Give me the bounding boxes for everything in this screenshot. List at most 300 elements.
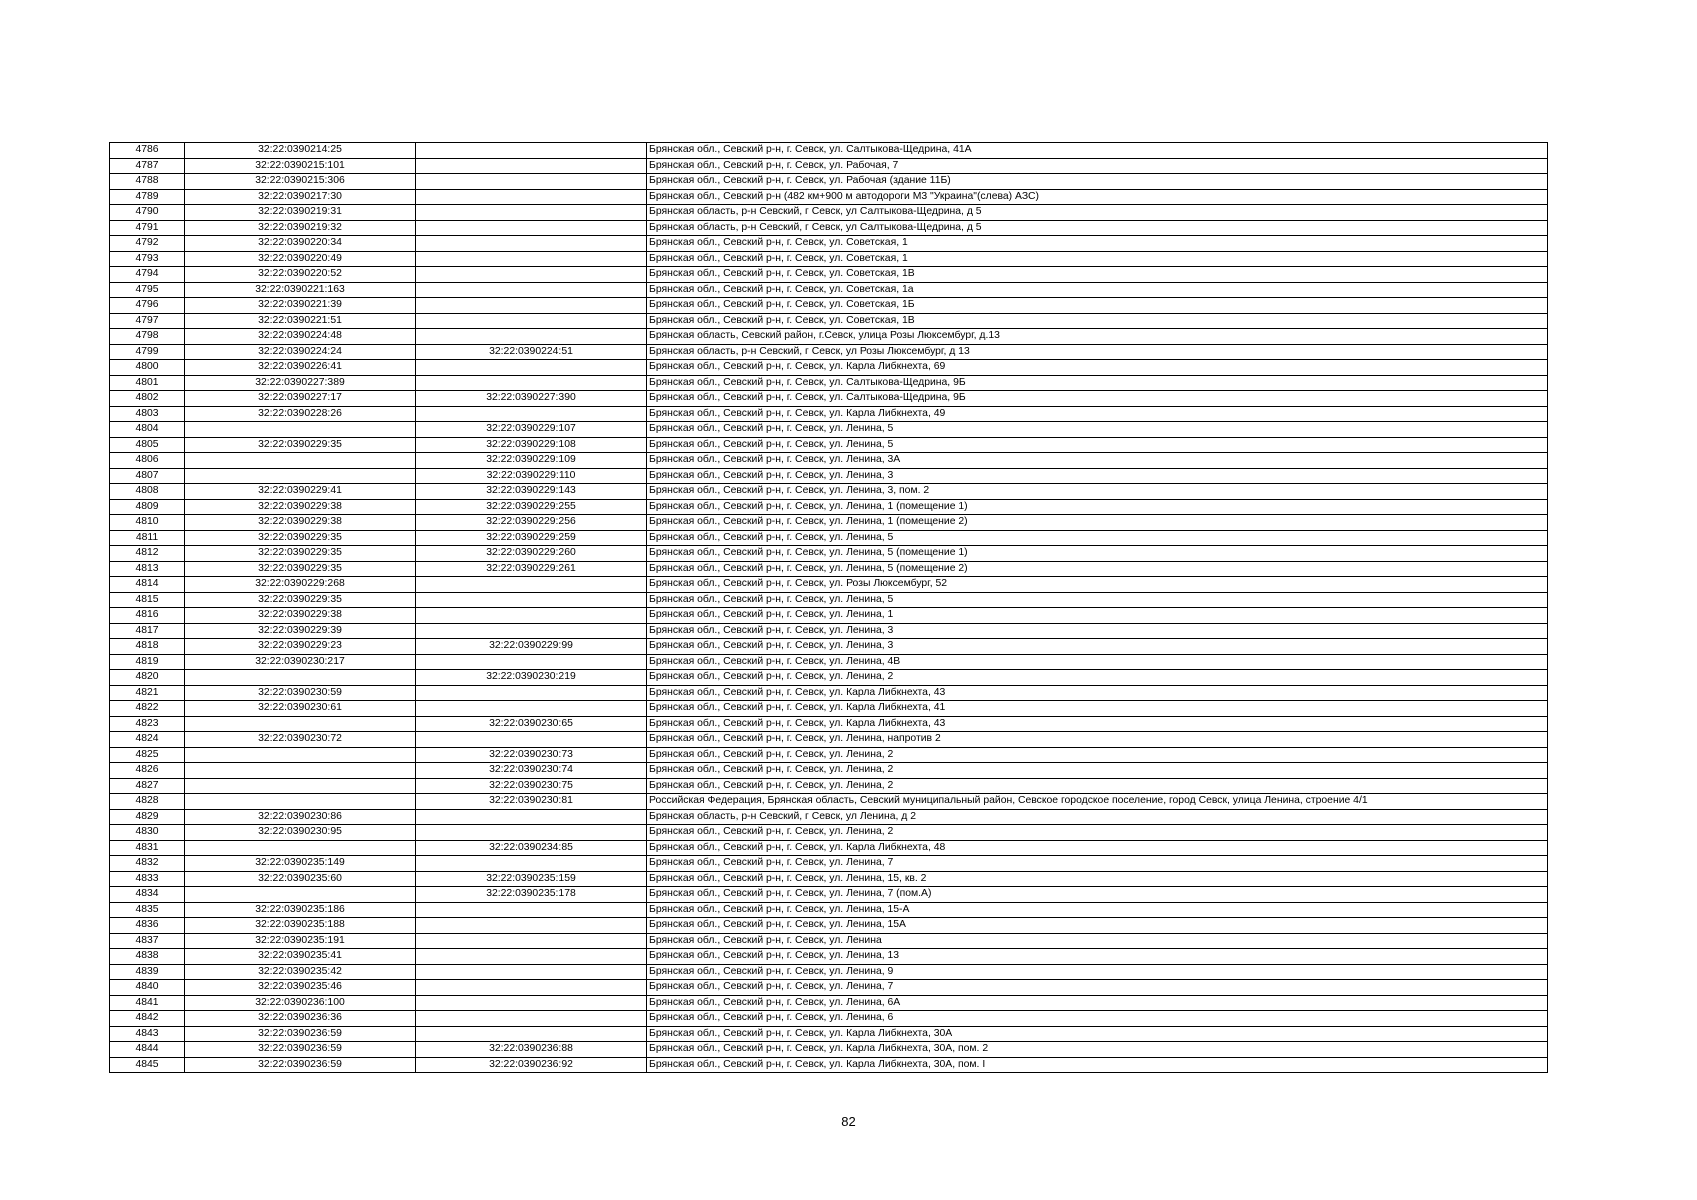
table-row [110,143,1548,159]
row-number-cell: 4824 [110,732,185,748]
address-cell: Брянская обл., Севский р-н, г. Севск, ул. Салтыкова-Щедрина, 41А [647,143,1548,159]
table-row [110,654,1548,670]
address-cell: Брянская обл., Севский р-н, г. Севск, ул. Ленина, 3 [647,623,1548,639]
row-number-cell: 4841 [110,995,185,1011]
address-cell: Брянская обл., Севский р-н, г. Севск, ул. Ленина, 5 (помещение 2) [647,561,1548,577]
table-row [110,1011,1548,1027]
table-row [110,158,1548,174]
row-number-cell: 4819 [110,654,185,670]
address-cell: Брянская обл., Севский р-н, г. Севск, ул. Советская, 1Б [647,298,1548,314]
cadastral-number-cell: 32:22:0390229:38 [185,499,416,515]
table-row [110,174,1548,190]
address-cell: Брянская обл., Севский р-н, г. Севск, ул. Ленина, 13 [647,949,1548,965]
row-number-cell: 4798 [110,329,185,345]
table-body [110,143,1548,1073]
related-cadastral-number-cell: 32:22:0390230:65 [416,716,647,732]
address-cell: Брянская обл., Севский р-н, г. Севск, ул. Советская, 1а [647,282,1548,298]
row-number-cell: 4802 [110,391,185,407]
related-cadastral-number-cell [416,825,647,841]
table-row [110,298,1548,314]
related-cadastral-number-cell: 32:22:0390234:85 [416,840,647,856]
table-row [110,825,1548,841]
row-number-cell: 4811 [110,530,185,546]
table-row [110,406,1548,422]
related-cadastral-number-cell: 32:22:0390230:73 [416,747,647,763]
related-cadastral-number-cell [416,701,647,717]
cadastral-number-cell: 32:22:0390230:217 [185,654,416,670]
row-number-cell: 4789 [110,189,185,205]
related-cadastral-number-cell [416,623,647,639]
related-cadastral-number-cell: 32:22:0390229:107 [416,422,647,438]
row-number-cell: 4832 [110,856,185,872]
table-row [110,468,1548,484]
address-cell: Брянская обл., Севский р-н, г. Севск, ул. Ленина, 6А [647,995,1548,1011]
related-cadastral-number-cell [416,375,647,391]
related-cadastral-number-cell: 32:22:0390236:92 [416,1057,647,1073]
related-cadastral-number-cell: 32:22:0390224:51 [416,344,647,360]
related-cadastral-number-cell [416,298,647,314]
cadastral-number-cell [185,422,416,438]
row-number-cell: 4807 [110,468,185,484]
table-row [110,639,1548,655]
row-number-cell: 4839 [110,964,185,980]
cadastral-number-cell: 32:22:0390235:186 [185,902,416,918]
related-cadastral-number-cell: 32:22:0390235:159 [416,871,647,887]
table-row [110,949,1548,965]
table-row [110,499,1548,515]
row-number-cell: 4795 [110,282,185,298]
related-cadastral-number-cell [416,220,647,236]
row-number-cell: 4826 [110,763,185,779]
address-cell: Брянская обл., Севский р-н, г. Севск, ул. Карла Либкнехта, 30А [647,1026,1548,1042]
row-number-cell: 4801 [110,375,185,391]
table-row [110,918,1548,934]
table-row [110,205,1548,221]
related-cadastral-number-cell [416,406,647,422]
row-number-cell: 4796 [110,298,185,314]
cadastral-number-cell: 32:22:0390220:49 [185,251,416,267]
table-row [110,592,1548,608]
address-cell: Брянская обл., Севский р-н, г. Севск, ул. Ленина, 5 [647,530,1548,546]
row-number-cell: 4830 [110,825,185,841]
row-number-cell: 4840 [110,980,185,996]
cadastral-number-cell: 32:22:0390229:35 [185,437,416,453]
table-row [110,608,1548,624]
row-number-cell: 4799 [110,344,185,360]
table-row [110,484,1548,500]
table-row [110,391,1548,407]
address-cell: Брянская область, р-н Севский, г Севск, ул Салтыкова-Щедрина, д 5 [647,220,1548,236]
related-cadastral-number-cell [416,267,647,283]
cadastral-number-cell: 32:22:0390215:101 [185,158,416,174]
cadastral-number-cell: 32:22:0390230:72 [185,732,416,748]
related-cadastral-number-cell [416,592,647,608]
address-cell: Брянская обл., Севский р-н, г. Севск, ул. Карла Либкнехта, 41 [647,701,1548,717]
address-cell: Брянская область, р-н Севский, г Севск, ул Розы Люксембург, д 13 [647,344,1548,360]
cadastral-number-cell: 32:22:0390236:36 [185,1011,416,1027]
row-number-cell: 4828 [110,794,185,810]
row-number-cell: 4844 [110,1042,185,1058]
related-cadastral-number-cell [416,205,647,221]
row-number-cell: 4823 [110,716,185,732]
cadastral-number-cell: 32:22:0390236:59 [185,1026,416,1042]
cadastral-number-cell: 32:22:0390227:17 [185,391,416,407]
row-number-cell: 4790 [110,205,185,221]
row-number-cell: 4810 [110,515,185,531]
row-number-cell: 4800 [110,360,185,376]
address-cell: Брянская обл., Севский р-н, г. Севск, ул. Ленина, 3, пом. 2 [647,484,1548,500]
address-cell: Брянская обл., Севский р-н, г. Севск, ул. Ленина [647,933,1548,949]
address-cell: Брянская обл., Севский р-н, г. Севск, ул. Ленина, 3 [647,639,1548,655]
row-number-cell: 4809 [110,499,185,515]
table-row [110,933,1548,949]
related-cadastral-number-cell [416,964,647,980]
related-cadastral-number-cell: 32:22:0390227:390 [416,391,647,407]
address-cell: Брянская обл., Севский р-н, г. Севск, ул. Ленина, 2 [647,670,1548,686]
address-cell: Брянская обл., Севский р-н, г. Севск, ул. Рабочая (здание 11Б) [647,174,1548,190]
cadastral-number-cell: 32:22:0390229:39 [185,623,416,639]
table-row [110,1042,1548,1058]
table-row [110,530,1548,546]
address-cell: Брянская обл., Севский р-н, г. Севск, ул. Ленина, 15, кв. 2 [647,871,1548,887]
cadastral-number-cell: 32:22:0390229:35 [185,561,416,577]
cadastral-number-cell: 32:22:0390235:41 [185,949,416,965]
table-row [110,732,1548,748]
related-cadastral-number-cell [416,158,647,174]
table-row [110,763,1548,779]
table-row [110,778,1548,794]
row-number-cell: 4837 [110,933,185,949]
address-cell: Брянская обл., Севский р-н, г. Севск, ул. Ленина, 2 [647,825,1548,841]
address-cell: Брянская обл., Севский р-н, г. Севск, ул. Розы Люксембург, 52 [647,577,1548,593]
cadastral-number-cell: 32:22:0390219:32 [185,220,416,236]
cadastral-number-cell [185,778,416,794]
table-row [110,189,1548,205]
cadastral-number-cell: 32:22:0390229:35 [185,592,416,608]
cadastral-number-cell: 32:22:0390230:59 [185,685,416,701]
row-number-cell: 4794 [110,267,185,283]
table-row [110,267,1548,283]
cadastral-number-cell [185,763,416,779]
table-row [110,220,1548,236]
table-row [110,871,1548,887]
row-number-cell: 4818 [110,639,185,655]
related-cadastral-number-cell [416,933,647,949]
related-cadastral-number-cell: 32:22:0390229:259 [416,530,647,546]
row-number-cell: 4838 [110,949,185,965]
table-row [110,453,1548,469]
table-row [110,856,1548,872]
page-number: 82 [841,1114,856,1129]
address-cell: Брянская обл., Севский р-н, г. Севск, ул. Карла Либкнехта, 69 [647,360,1548,376]
row-number-cell: 4805 [110,437,185,453]
address-cell: Брянская обл., Севский р-н, г. Севск, ул. Ленина, 9 [647,964,1548,980]
table-row [110,902,1548,918]
table-row [110,964,1548,980]
cadastral-number-cell: 32:22:0390229:35 [185,530,416,546]
related-cadastral-number-cell: 32:22:0390230:74 [416,763,647,779]
table-row [110,236,1548,252]
cadastral-number-cell: 32:22:0390215:306 [185,174,416,190]
cadastral-number-cell [185,453,416,469]
row-number-cell: 4793 [110,251,185,267]
cadastral-number-cell: 32:22:0390236:59 [185,1057,416,1073]
row-number-cell: 4816 [110,608,185,624]
cadastral-number-cell [185,887,416,903]
related-cadastral-number-cell [416,732,647,748]
address-cell: Брянская обл., Севский р-н, г. Севск, ул. Ленина, 5 [647,592,1548,608]
cadastral-number-cell [185,716,416,732]
table-row [110,1026,1548,1042]
related-cadastral-number-cell [416,902,647,918]
row-number-cell: 4812 [110,546,185,562]
related-cadastral-number-cell [416,360,647,376]
row-number-cell: 4788 [110,174,185,190]
address-cell: Брянская обл., Севский р-н, г. Севск, ул. Ленина, 1 (помещение 1) [647,499,1548,515]
table-row [110,716,1548,732]
row-number-cell: 4834 [110,887,185,903]
address-cell: Брянская обл., Севский р-н, г. Севск, ул. Ленина, 4В [647,654,1548,670]
address-cell: Брянская область, Севский район, г.Севск, улица Розы Люксембург, д.13 [647,329,1548,345]
cadastral-number-cell: 32:22:0390227:389 [185,375,416,391]
related-cadastral-number-cell: 32:22:0390236:88 [416,1042,647,1058]
related-cadastral-number-cell [416,313,647,329]
address-cell: Брянская обл., Севский р-н (482 км+900 м автодороги М3 "Украина"(слева) АЗС) [647,189,1548,205]
related-cadastral-number-cell: 32:22:0390229:255 [416,499,647,515]
related-cadastral-number-cell [416,143,647,159]
row-number-cell: 4792 [110,236,185,252]
table-row [110,251,1548,267]
row-number-cell: 4814 [110,577,185,593]
cadastral-number-cell: 32:22:0390228:26 [185,406,416,422]
row-number-cell: 4813 [110,561,185,577]
address-cell: Брянская обл., Севский р-н, г. Севск, ул. Ленина, 2 [647,747,1548,763]
address-cell: Брянская обл., Севский р-н, г. Севск, ул. Карла Либкнехта, 49 [647,406,1548,422]
cadastral-number-cell: 32:22:0390229:38 [185,515,416,531]
related-cadastral-number-cell: 32:22:0390230:75 [416,778,647,794]
related-cadastral-number-cell: 32:22:0390235:178 [416,887,647,903]
row-number-cell: 4817 [110,623,185,639]
row-number-cell: 4822 [110,701,185,717]
related-cadastral-number-cell [416,980,647,996]
table-row [110,546,1548,562]
table-row [110,437,1548,453]
table-row [110,329,1548,345]
table-row [110,995,1548,1011]
table-row [110,1057,1548,1073]
row-number-cell: 4843 [110,1026,185,1042]
related-cadastral-number-cell: 32:22:0390229:261 [416,561,647,577]
address-cell: Брянская обл., Севский р-н, г. Севск, ул. Ленина, 7 [647,980,1548,996]
row-number-cell: 4804 [110,422,185,438]
address-cell: Брянская обл., Севский р-н, г. Севск, ул. Ленина, 15-А [647,902,1548,918]
address-cell: Брянская обл., Севский р-н, г. Севск, ул. Советская, 1В [647,313,1548,329]
table-row [110,685,1548,701]
table-row [110,747,1548,763]
address-cell: Брянская обл., Севский р-н, г. Севск, ул. Ленина, 5 (помещение 1) [647,546,1548,562]
cadastral-number-cell: 32:22:0390235:188 [185,918,416,934]
row-number-cell: 4797 [110,313,185,329]
address-cell: Брянская обл., Севский р-н, г. Севск, ул. Карла Либкнехта, 43 [647,716,1548,732]
related-cadastral-number-cell [416,282,647,298]
cadastral-number-cell: 32:22:0390230:86 [185,809,416,825]
row-number-cell: 4787 [110,158,185,174]
row-number-cell: 4833 [110,871,185,887]
address-cell: Брянская обл., Севский р-н, г. Севск, ул. Салтыкова-Щедрина, 9Б [647,375,1548,391]
address-cell: Брянская область, р-н Севский, г Севск, ул Салтыкова-Щедрина, д 5 [647,205,1548,221]
related-cadastral-number-cell: 32:22:0390229:260 [416,546,647,562]
related-cadastral-number-cell [416,251,647,267]
table-row [110,980,1548,996]
cadastral-number-cell: 32:22:0390235:60 [185,871,416,887]
row-number-cell: 4845 [110,1057,185,1073]
related-cadastral-number-cell [416,608,647,624]
table-row [110,670,1548,686]
address-cell: Брянская обл., Севский р-н, г. Севск, ул. Ленина, 3А [647,453,1548,469]
table-row [110,701,1548,717]
cadastral-number-cell [185,794,416,810]
cadastral-number-cell: 32:22:0390220:52 [185,267,416,283]
related-cadastral-number-cell [416,918,647,934]
related-cadastral-number-cell [416,1011,647,1027]
cadastral-number-cell: 32:22:0390229:35 [185,546,416,562]
related-cadastral-number-cell: 32:22:0390229:143 [416,484,647,500]
row-number-cell: 4786 [110,143,185,159]
related-cadastral-number-cell [416,1026,647,1042]
address-cell: Брянская область, р-н Севский, г Севск, ул Ленина, д 2 [647,809,1548,825]
cadastral-number-cell: 32:22:0390226:41 [185,360,416,376]
related-cadastral-number-cell [416,856,647,872]
table-row [110,282,1548,298]
row-number-cell: 4836 [110,918,185,934]
row-number-cell: 4831 [110,840,185,856]
address-cell: Брянская обл., Севский р-н, г. Севск, ул. Ленина, 7 (пом.А) [647,887,1548,903]
cadastral-number-cell: 32:22:0390221:39 [185,298,416,314]
row-number-cell: 4820 [110,670,185,686]
related-cadastral-number-cell [416,329,647,345]
row-number-cell: 4827 [110,778,185,794]
related-cadastral-number-cell: 32:22:0390230:81 [416,794,647,810]
cadastral-number-cell: 32:22:0390230:95 [185,825,416,841]
related-cadastral-number-cell [416,949,647,965]
address-cell: Российская Федерация, Брянская область, Севский муниципальный район, Севское городское поселение, город Севск, улица Ленина, строение 4/1 [647,794,1548,810]
address-cell: Брянская обл., Севский р-н, г. Севск, ул. Ленина, 6 [647,1011,1548,1027]
row-number-cell: 4829 [110,809,185,825]
row-number-cell: 4803 [110,406,185,422]
address-cell: Брянская обл., Севский р-н, г. Севск, ул. Ленина, 3 [647,468,1548,484]
address-cell: Брянская обл., Севский р-н, г. Севск, ул. Карла Либкнехта, 48 [647,840,1548,856]
cadastral-number-cell: 32:22:0390221:51 [185,313,416,329]
table-row [110,360,1548,376]
related-cadastral-number-cell [416,654,647,670]
cadastral-number-cell: 32:22:0390235:46 [185,980,416,996]
cadastral-number-cell: 32:22:0390230:61 [185,701,416,717]
address-cell: Брянская обл., Севский р-н, г. Севск, ул. Ленина, 15А [647,918,1548,934]
registry-table [109,142,1548,1073]
related-cadastral-number-cell: 32:22:0390229:99 [416,639,647,655]
address-cell: Брянская обл., Севский р-н, г. Севск, ул. Карла Либкнехта, 30А, пом. 2 [647,1042,1548,1058]
address-cell: Брянская обл., Севский р-н, г. Севск, ул. Карла Либкнехта, 43 [647,685,1548,701]
address-cell: Брянская обл., Севский р-н, г. Севск, ул. Салтыкова-Щедрина, 9Б [647,391,1548,407]
related-cadastral-number-cell: 32:22:0390229:108 [416,437,647,453]
related-cadastral-number-cell [416,189,647,205]
cadastral-number-cell: 32:22:0390217:30 [185,189,416,205]
address-cell: Брянская обл., Севский р-н, г. Севск, ул. Ленина, 1 (помещение 2) [647,515,1548,531]
address-cell: Брянская обл., Севский р-н, г. Севск, ул. Советская, 1В [647,267,1548,283]
cadastral-number-cell [185,468,416,484]
row-number-cell: 4791 [110,220,185,236]
table-row [110,375,1548,391]
related-cadastral-number-cell: 32:22:0390229:109 [416,453,647,469]
address-cell: Брянская обл., Севский р-н, г. Севск, ул. Советская, 1 [647,251,1548,267]
related-cadastral-number-cell [416,174,647,190]
row-number-cell: 4815 [110,592,185,608]
row-number-cell: 4821 [110,685,185,701]
cadastral-number-cell [185,747,416,763]
table-row [110,561,1548,577]
cadastral-number-cell: 32:22:0390229:41 [185,484,416,500]
row-number-cell: 4835 [110,902,185,918]
address-cell: Брянская обл., Севский р-н, г. Севск, ул. Ленина, 5 [647,437,1548,453]
related-cadastral-number-cell [416,995,647,1011]
table-row [110,794,1548,810]
cadastral-number-cell [185,670,416,686]
cadastral-number-cell: 32:22:0390224:24 [185,344,416,360]
table-row [110,344,1548,360]
table-row [110,577,1548,593]
cadastral-number-cell: 32:22:0390235:42 [185,964,416,980]
row-number-cell: 4842 [110,1011,185,1027]
cadastral-number-cell: 32:22:0390214:25 [185,143,416,159]
cadastral-number-cell: 32:22:0390235:191 [185,933,416,949]
table-row [110,887,1548,903]
related-cadastral-number-cell [416,577,647,593]
address-cell: Брянская обл., Севский р-н, г. Севск, ул. Ленина, 2 [647,763,1548,779]
cadastral-number-cell: 32:22:0390219:31 [185,205,416,221]
cadastral-number-cell: 32:22:0390236:59 [185,1042,416,1058]
table-row [110,809,1548,825]
related-cadastral-number-cell [416,236,647,252]
address-cell: Брянская обл., Севский р-н, г. Севск, ул. Карла Либкнехта, 30А, пом. I [647,1057,1548,1073]
related-cadastral-number-cell: 32:22:0390230:219 [416,670,647,686]
table-row [110,313,1548,329]
cadastral-number-cell: 32:22:0390224:48 [185,329,416,345]
cadastral-number-cell: 32:22:0390220:34 [185,236,416,252]
related-cadastral-number-cell [416,809,647,825]
address-cell: Брянская обл., Севский р-н, г. Севск, ул. Ленина, 2 [647,778,1548,794]
address-cell: Брянская обл., Севский р-н, г. Севск, ул. Советская, 1 [647,236,1548,252]
table-row [110,515,1548,531]
cadastral-number-cell: 32:22:0390236:100 [185,995,416,1011]
address-cell: Брянская обл., Севский р-н, г. Севск, ул. Ленина, напротив 2 [647,732,1548,748]
table-row [110,840,1548,856]
row-number-cell: 4808 [110,484,185,500]
table-row [110,623,1548,639]
cadastral-number-cell: 32:22:0390229:38 [185,608,416,624]
cadastral-number-cell: 32:22:0390221:163 [185,282,416,298]
related-cadastral-number-cell: 32:22:0390229:110 [416,468,647,484]
related-cadastral-number-cell [416,685,647,701]
related-cadastral-number-cell: 32:22:0390229:256 [416,515,647,531]
cadastral-number-cell [185,840,416,856]
address-cell: Брянская обл., Севский р-н, г. Севск, ул. Ленина, 5 [647,422,1548,438]
cadastral-number-cell: 32:22:0390229:268 [185,577,416,593]
address-cell: Брянская обл., Севский р-н, г. Севск, ул. Ленина, 7 [647,856,1548,872]
cadastral-number-cell: 32:22:0390229:23 [185,639,416,655]
address-cell: Брянская обл., Севский р-н, г. Севск, ул. Ленина, 1 [647,608,1548,624]
row-number-cell: 4806 [110,453,185,469]
table-row [110,422,1548,438]
